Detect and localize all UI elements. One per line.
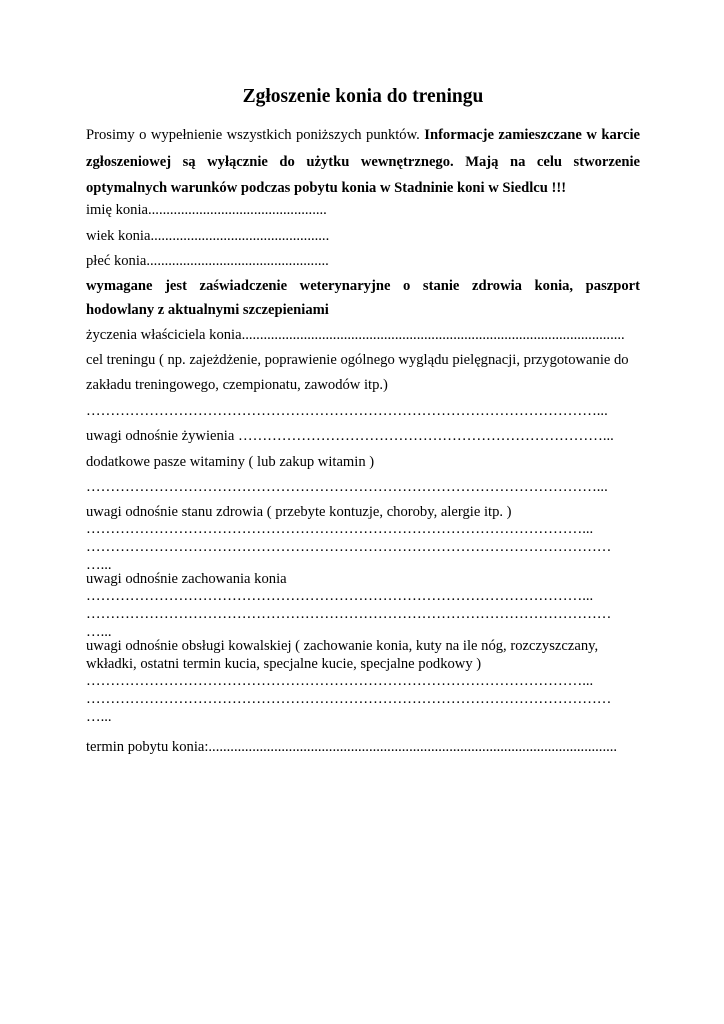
health-notes-label: uwagi odnośnie stanu zdrowia ( przebyte kontuzje, choroby, alergie itp. ) bbox=[86, 504, 512, 520]
farrier-notes-line-1[interactable]: …………………………………………………………………………………………... bbox=[86, 673, 594, 689]
farrier-notes-line-2[interactable]: ……………………………………………………………………………………………… bbox=[86, 691, 612, 707]
health-notes-line-2[interactable]: ……………………………………………………………………………………………… bbox=[86, 539, 612, 555]
behavior-notes-label: uwagi odnośnie zachowania konia bbox=[86, 571, 287, 587]
health-notes-line-3[interactable]: …... bbox=[86, 557, 112, 573]
behavior-notes-line-1[interactable]: …………………………………………………………………………………………... bbox=[86, 588, 594, 604]
training-goal-line[interactable]: ……………………………………………………………………………………………... bbox=[86, 403, 608, 419]
extra-feed-line[interactable]: ……………………………………………………………………………………………... bbox=[86, 479, 608, 495]
farrier-notes-line-3[interactable]: …... bbox=[86, 709, 112, 725]
health-notes-line-1[interactable]: …………………………………………………………………………………………... bbox=[86, 521, 594, 537]
horse-name-field[interactable]: imię konia................................................. bbox=[86, 202, 327, 218]
horse-sex-field[interactable]: płeć konia.................................................. bbox=[86, 253, 329, 269]
required-documents-note: wymagane jest zaświadczenie weterynaryjne o stanie zdrowia konia, paszport hodowlany z aktualnymi szczepieniami bbox=[86, 278, 640, 318]
training-goal-label: cel treningu ( np. zajeżdżenie, poprawienie ogólnego wyglądu pielęgnacji, przygotowanie do zakładu treningowego, czempionatu, zawodów itp.) bbox=[86, 352, 629, 393]
intro-plain-text: Prosimy o wypełnienie wszystkich poniższych punktów. bbox=[86, 127, 425, 143]
farrier-notes-label: uwagi odnośnie obsługi kowalskiej ( zachowanie konia, kuty na ile nóg, rozczyszczany, wkładki, ostatni termin kucia, specjalne kucie, specjalne podkowy ) bbox=[86, 638, 599, 672]
intro-paragraph bbox=[86, 122, 640, 202]
owner-wishes-field[interactable]: życzenia właściciela konia......................................................................................................... bbox=[86, 327, 625, 343]
page-title: Zgłoszenie konia do treningu bbox=[242, 86, 484, 107]
intro-bold-text: Informacje zamieszczane w karcie zgłoszeniowej są wyłącznie do użytku wewnętrznego. Mają na celu stworzenie optymalnych warunków podczas pobytu konia w Stadninie koni w Siedlcu !!! bbox=[86, 127, 640, 196]
stay-period-field[interactable]: termin pobytu konia:................................................................................................................ bbox=[86, 739, 618, 755]
behavior-notes-line-2[interactable]: ……………………………………………………………………………………………… bbox=[86, 606, 612, 622]
feeding-notes-field[interactable]: uwagi odnośnie żywienia …………………………………………………………………... bbox=[86, 428, 614, 444]
horse-age-field[interactable]: wiek konia................................................. bbox=[86, 228, 330, 244]
extra-feed-label: dodatkowe pasze witaminy ( lub zakup witamin ) bbox=[86, 454, 375, 470]
behavior-notes-line-3[interactable]: …... bbox=[86, 624, 112, 640]
